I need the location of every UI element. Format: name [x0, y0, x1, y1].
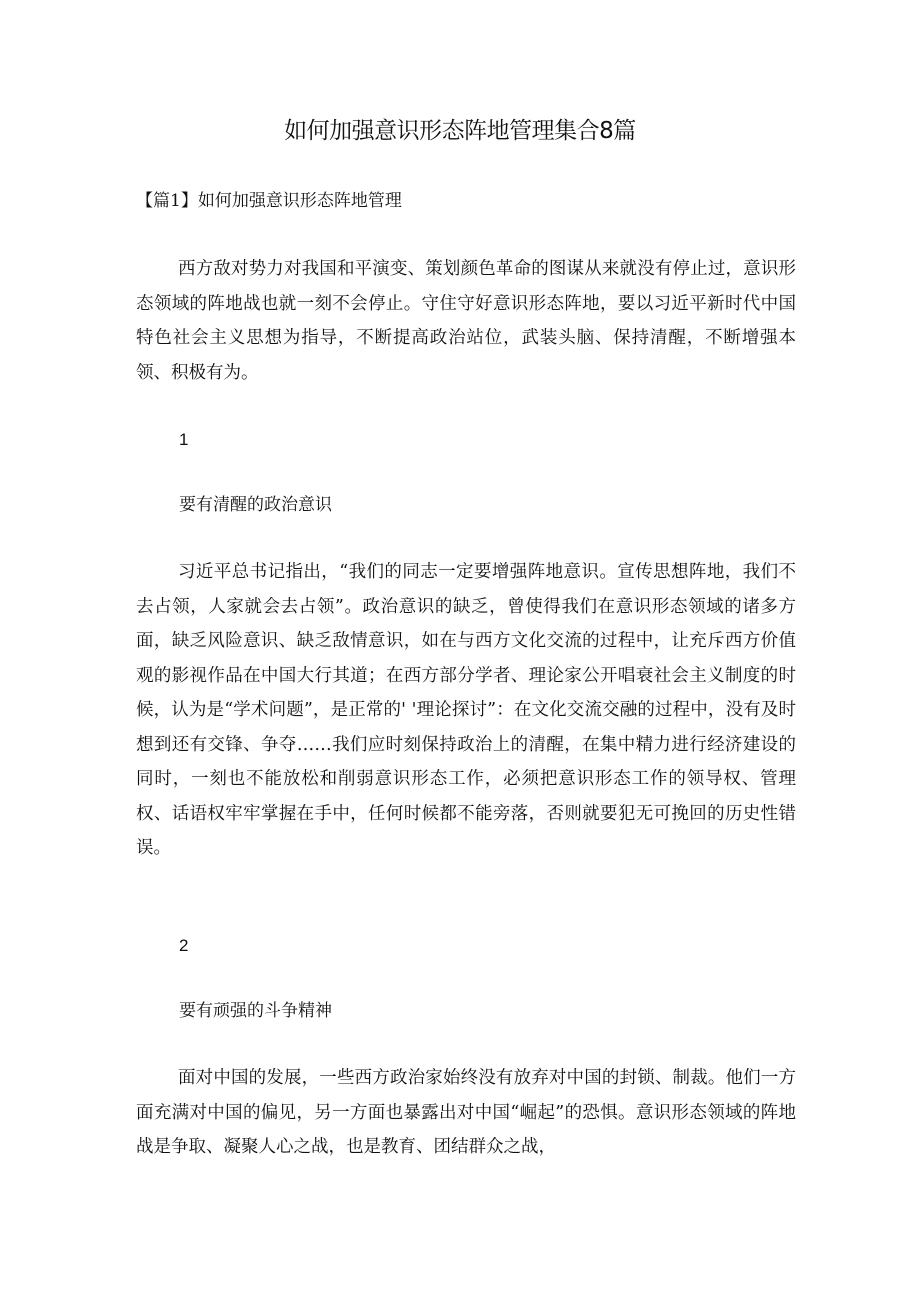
point-paragraph: 习近平总书记指出，“我们的同志一定要增强阵地意识。宣传思想阵地，我们不去占领，人家就会去占领”。政治意识的缺乏，曾使得我们在意识形态领域的诸多方面，缺乏风险意识、缺乏敌情意识，如在与西方文化交流的过程中，让充斥西方价值观的影视作品在中国大行其道；在西方部分学者、理论家公开唱衰社会主义制度的时候，认为是“学术问题”，是正常的' '理论探讨”：在文化交流交融的过程中，没有及时想到还有交锋、争夺……我们应时刻保持政治上的清醒，在集中精力进行经济建设的同时，一刻也不能放松和削弱意识形态工作，必须把意识形态工作的领导权、管理权、话语权牢牢掌握在手中，任何时候都不能旁落，否则就要犯无可挽回的历史性错误。 [136, 562, 796, 858]
document-title: 如何加强意识形态阵地管理集合8篇 [284, 118, 636, 144]
section-heading: 【篇1】如何加强意识形态阵地管理 [136, 191, 402, 211]
point-title: 要有清醒的政治意识 [179, 495, 332, 515]
point-number: 1 [179, 430, 189, 449]
intro-paragraph: 西方敌对势力对我国和平演变、策划颜色革命的图谋从来就没有停止过，意识形态领域的阵地战也就一刻不会停止。守住守好意识形态阵地，要以习近平新时代中国特色社会主义思想为指导，不断提高政治站位，武装头脑、保持清醒，不断增强本领、积极有为。 [136, 259, 796, 383]
point-title: 要有顽强的斗争精神 [179, 1001, 332, 1021]
point-paragraph: 面对中国的发展，一些西方政治家始终没有放弃对中国的封锁、制裁。他们一方面充满对中国的偏见，另一方面也暴露出对中国“崛起”的恐惧。意识形态领域的阵地战是争取、凝聚人心之战，也是教育、团结群众之战， [136, 1068, 796, 1157]
point-number: 2 [179, 936, 189, 955]
